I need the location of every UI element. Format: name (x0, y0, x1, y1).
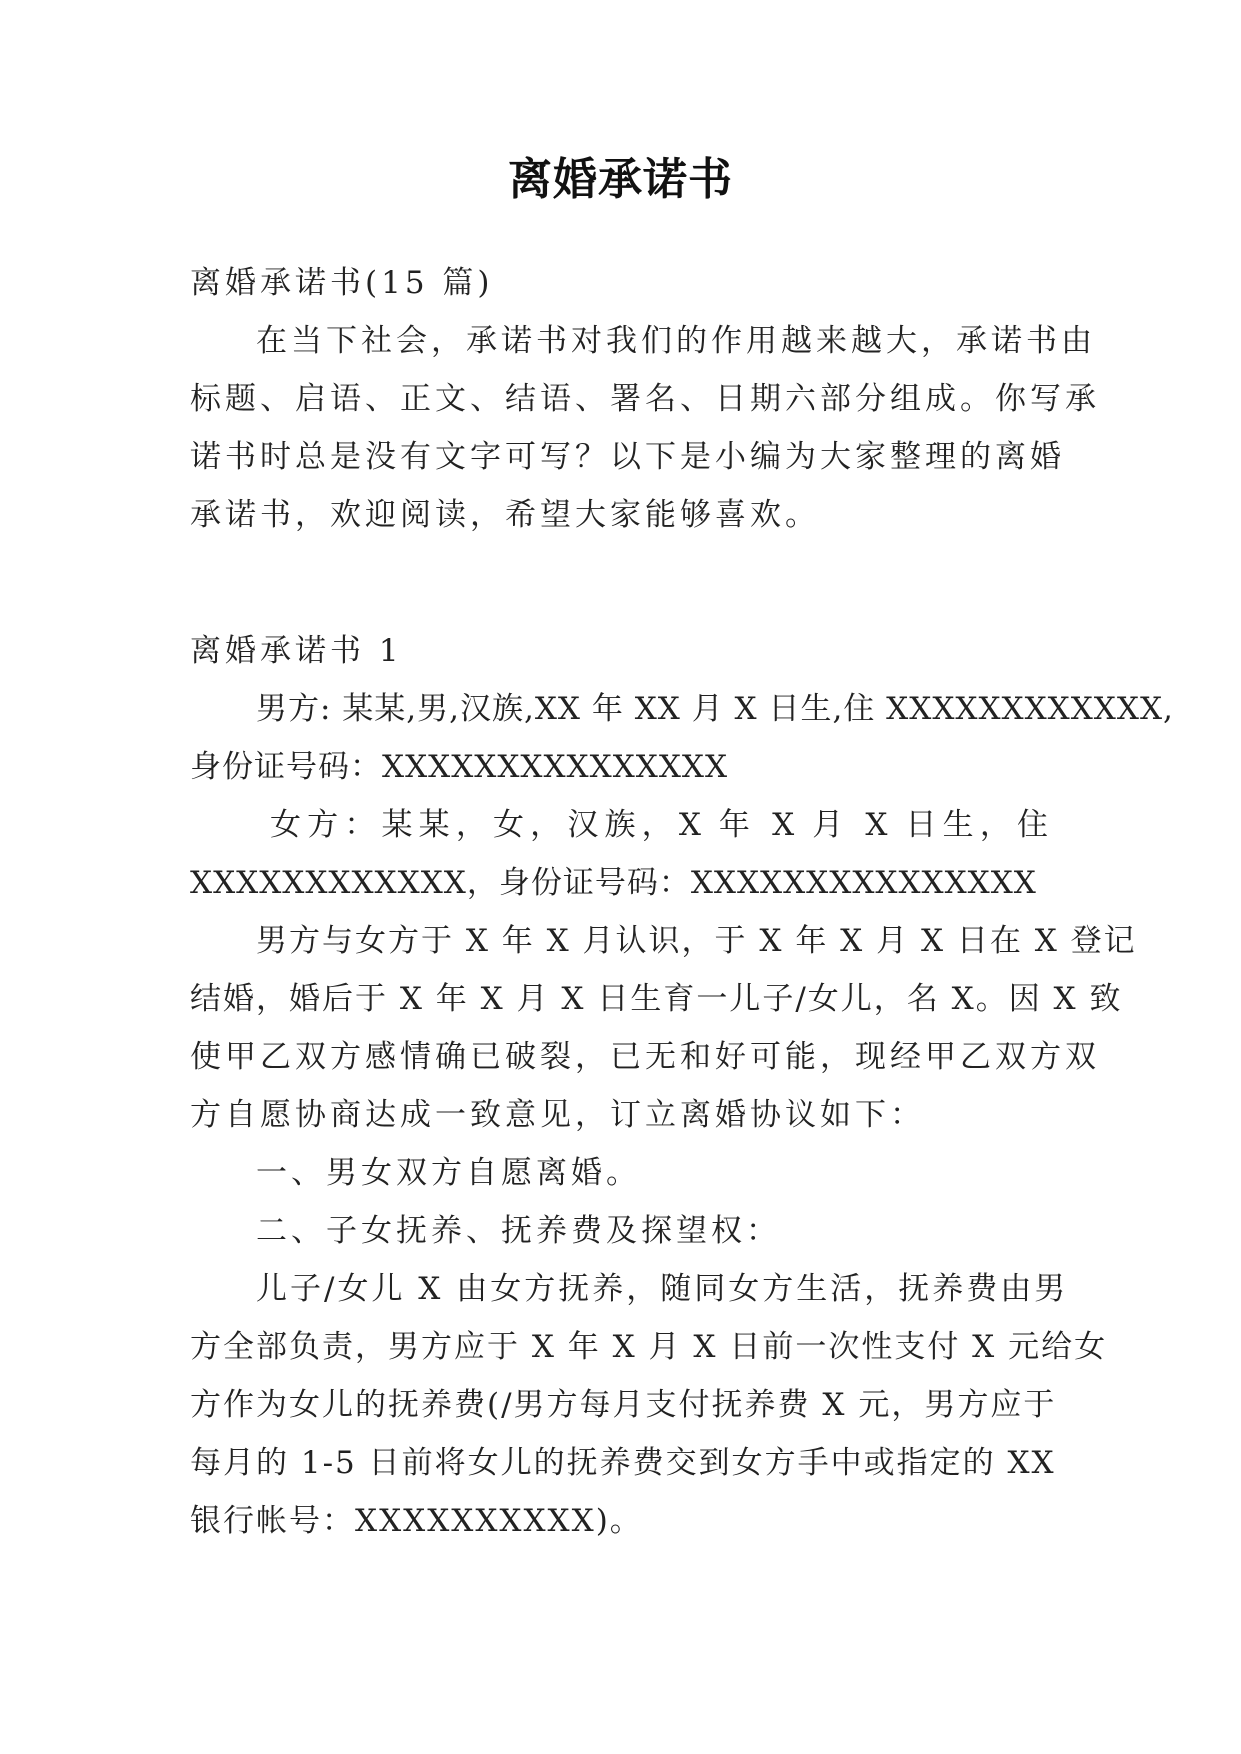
body-line: 方全部负责，男方应于 X 年 X 月 X 日前一次性支付 X 元给女 (190, 1329, 1108, 1365)
body-line: 结婚，婚后于 X 年 X 月 X 日生育一儿子/女儿，名 X。因 X 致 (190, 981, 1123, 1017)
intro-line: 诺书时总是没有文字可写？以下是小编为大家整理的离婚 (190, 439, 1065, 475)
body-line: 一、男女双方自愿离婚。 (256, 1155, 641, 1191)
body-line: XXXXXXXXXXXX，身份证号码：XXXXXXXXXXXXXXX (190, 865, 1037, 901)
document-title: 离婚承诺书 (508, 154, 733, 205)
body-line: 男方: 某某,男,汉族,XX 年 XX 月 X 日生,住 XXXXXXXXXXXX, (256, 691, 1174, 727)
body-line: 银行帐号：XXXXXXXXXX)。 (190, 1503, 643, 1539)
intro-line: 承诺书，欢迎阅读，希望大家能够喜欢。 (190, 497, 820, 533)
body-line: 儿子/女儿 X 由女方抚养，随同女方生活，抚养费由男 (256, 1271, 1069, 1307)
body-line: 身份证号码：XXXXXXXXXXXXXXX (190, 749, 729, 785)
body-line: 男方与女方于 X 年 X 月认识，于 X 年 X 月 X 日在 X 登记 (256, 923, 1137, 959)
body-line: 二、子女抚养、抚养费及探望权： (256, 1213, 781, 1249)
body-line: 方作为女儿的抚养费(/男方每月支付抚养费 X 元，男方应于 (190, 1387, 1057, 1423)
document-subtitle: 离婚承诺书(15 篇) (190, 265, 494, 301)
section-heading: 离婚承诺书 1 (190, 633, 403, 669)
intro-line: 标题、启语、正文、结语、署名、日期六部分组成。你写承 (190, 381, 1100, 417)
body-line: 每月的 1-5 日前将女儿的抚养费交到女方手中或指定的 XX (190, 1445, 1056, 1481)
intro-line: 在当下社会，承诺书对我们的作用越来越大，承诺书由 (256, 323, 1096, 359)
body-line: 使甲乙双方感情确已破裂，已无和好可能，现经甲乙双方双 (190, 1039, 1100, 1075)
body-line: 女方：某某，女，汉族，X 年 X 月 X 日生，住 (270, 807, 1050, 843)
body-line: 方自愿协商达成一致意见，订立离婚协议如下： (190, 1097, 925, 1133)
